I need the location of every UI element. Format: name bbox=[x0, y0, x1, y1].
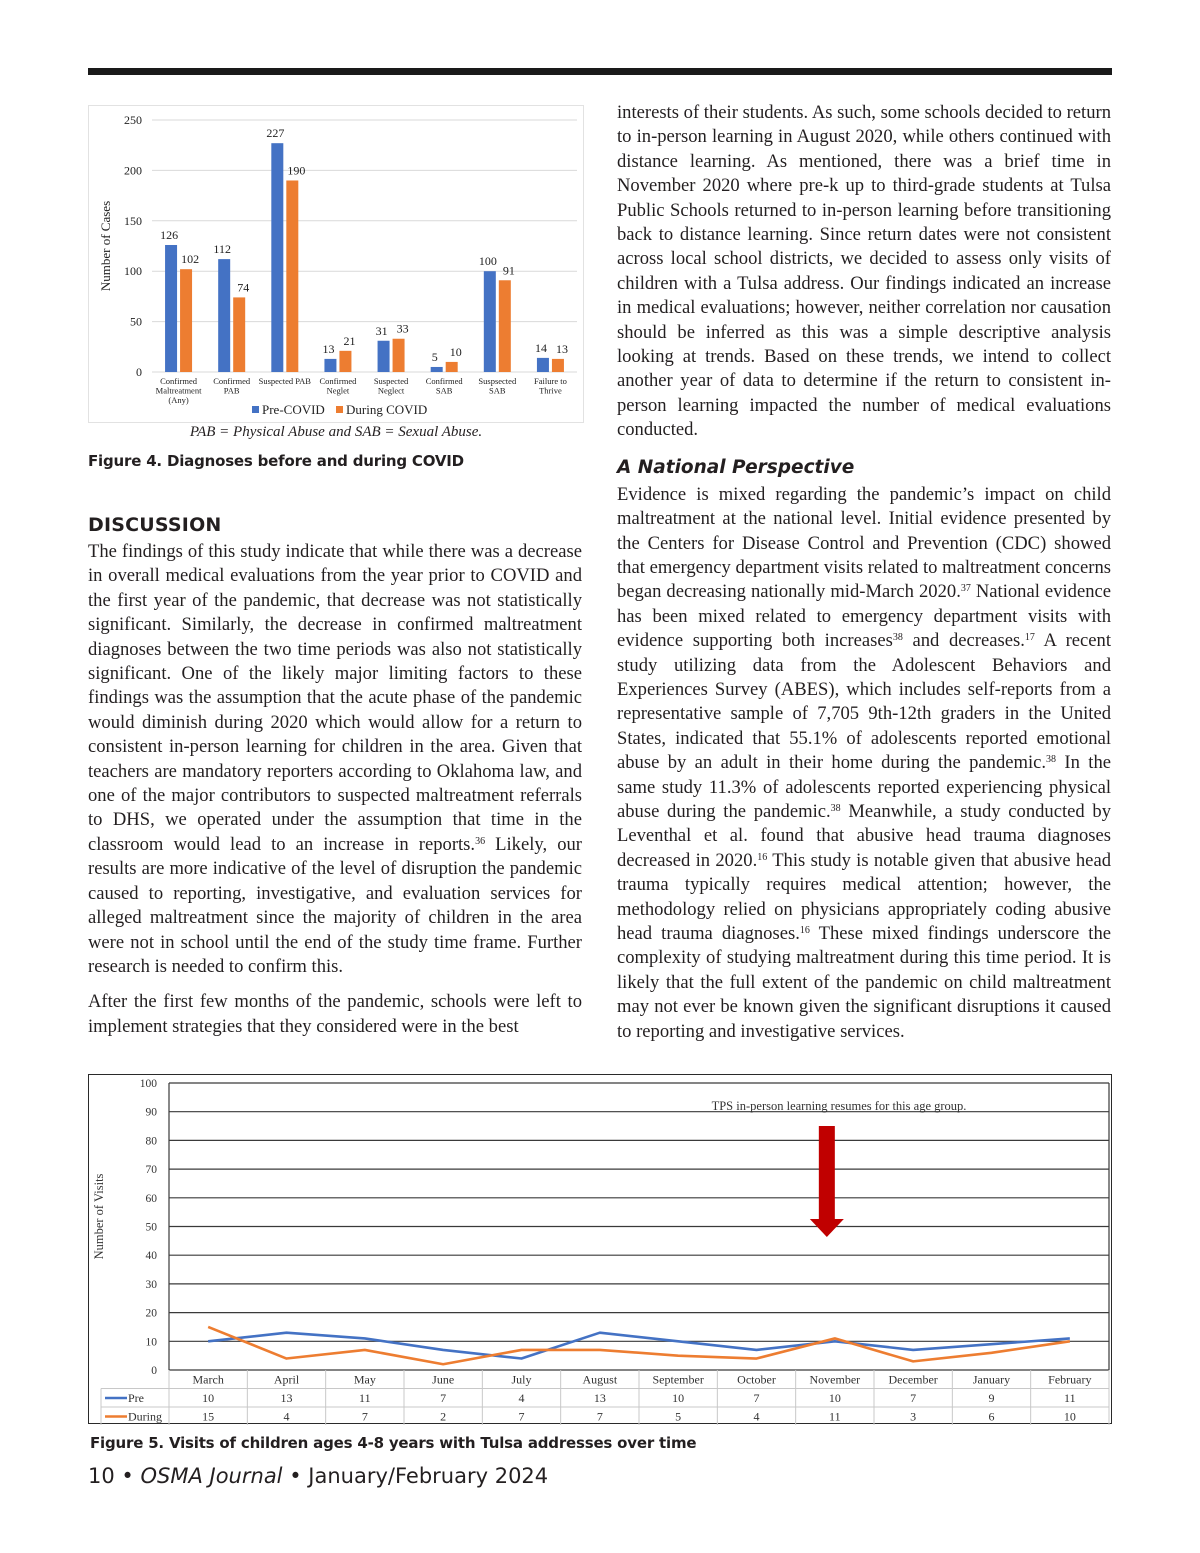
page-footer bbox=[88, 1464, 548, 1488]
figure-5-caption: Figure 5. Visits of children ages 4-8 years with Tulsa addresses over time bbox=[90, 1434, 697, 1452]
x-tick-label: July bbox=[511, 1372, 532, 1387]
data-label: 100 bbox=[478, 254, 497, 269]
citation-ref: 38 bbox=[830, 802, 841, 814]
x-tick-label: Confirmed SAB bbox=[425, 376, 463, 396]
x-tick-label: Suspected Neglect bbox=[373, 376, 409, 396]
x-tick-label: Suspected PAB bbox=[258, 376, 311, 386]
bar-during-covid bbox=[499, 280, 511, 372]
data-label: 91 bbox=[502, 263, 515, 278]
bar-during-covid bbox=[339, 351, 351, 372]
table-cell-value: 7 bbox=[518, 1409, 525, 1424]
y-tick-label: 30 bbox=[145, 1278, 157, 1291]
x-tick-label: Suspsected SAB bbox=[478, 376, 517, 396]
citation-ref: 17 bbox=[1024, 632, 1035, 644]
figure-4-note: PAB = Physical Abuse and SAB = Sexual Abuse. bbox=[189, 424, 483, 440]
data-label: 102 bbox=[181, 252, 200, 267]
x-tick-label: December bbox=[888, 1372, 938, 1387]
footer-bullet: • bbox=[289, 1464, 302, 1488]
y-tick-label: 60 bbox=[145, 1192, 157, 1205]
table-cell-value: 6 bbox=[988, 1409, 995, 1424]
annotation-arrow-head bbox=[810, 1219, 844, 1237]
page-number: 10 bbox=[88, 1464, 115, 1488]
footer-bullet: • bbox=[121, 1464, 134, 1488]
figure-5-line-chart bbox=[88, 1074, 1112, 1424]
table-cell-value: 15 bbox=[202, 1409, 215, 1424]
table-cell-value: 7 bbox=[440, 1391, 447, 1405]
issue-date: January/February 2024 bbox=[308, 1464, 549, 1488]
y-tick-label: 80 bbox=[145, 1135, 157, 1148]
national-perspective-paragraph bbox=[617, 483, 1111, 1044]
bar-pre-covid bbox=[431, 367, 443, 372]
figure-4-bar-chart bbox=[88, 105, 584, 423]
right-column bbox=[617, 101, 1111, 1044]
x-tick-label: March bbox=[192, 1372, 224, 1387]
bar-during-covid bbox=[446, 362, 458, 372]
data-label: 13 bbox=[555, 341, 568, 356]
figure-4-svg bbox=[89, 106, 585, 424]
table-cell-value: 7 bbox=[753, 1391, 760, 1405]
y-tick-label: 90 bbox=[145, 1106, 157, 1119]
y-tick-label: 150 bbox=[124, 213, 142, 228]
citation-ref: 36 bbox=[475, 835, 486, 847]
bar-during-covid bbox=[286, 180, 298, 372]
y-tick-label: 70 bbox=[145, 1164, 157, 1177]
right-paragraph-1: interests of their students. As such, some schools decided to return to in-person learning in August 2020, while others continued with distance learning. As mentioned, there was a brief time in November 2020 where pre-k up to third-grade students at Tulsa Public Schools returned to in-person learning before transitioning back to distance learning. Since return dates were not consistent across local school districts, we decided to assess only visits of children with a Tulsa address. Our findings indicated an increase in medical evaluations; however, neither correlation nor causation should be inferred as this was a simple descriptive analysis looking at trends. Based on these trends, we intend to collect another year of data to determine if the return to consistent in-person learning impacted the number of medical evaluations conducted. bbox=[617, 102, 1111, 441]
x-tick-label: February bbox=[1048, 1372, 1092, 1387]
discussion-paragraph-2: After the first few months of the pandemic, schools were left to implement strategies that they considered were in the best bbox=[88, 991, 582, 1037]
citation-ref: 16 bbox=[799, 925, 810, 936]
discussion-p1-tail: Likely, our results are more indicative of the level of disruption the pandemic caused to reporting, investigative, and evaluation services for alleged maltreatment since the majority of children in the area were not in school until the end of the study time frame. Further research is needed to confirm this. bbox=[88, 833, 583, 977]
citation-ref: 16 bbox=[757, 851, 768, 863]
x-tick-label: September bbox=[652, 1372, 704, 1387]
y-tick-label: 250 bbox=[124, 113, 142, 127]
bar-pre-covid bbox=[218, 259, 230, 372]
np-text: Meanwhile, a study conducted by Leventhal et al. found that abusive head trauma diagnoses decreased in 2020. bbox=[617, 800, 1111, 871]
data-label: 5 bbox=[431, 349, 438, 364]
bar-pre-covid bbox=[378, 341, 390, 372]
table-cell-value: 4 bbox=[283, 1409, 290, 1424]
table-cell-value: 10 bbox=[672, 1391, 685, 1405]
np-text: This study is notable given that abusive head trauma typically requires medical attention; however, the methodology relied on physicians appropriately coding abusive head trauma diagnoses. bbox=[617, 849, 1111, 944]
data-label: 74 bbox=[237, 280, 250, 295]
discussion-paragraph-1 bbox=[88, 540, 582, 979]
y-tick-label: 0 bbox=[136, 365, 142, 379]
table-cell-value: 10 bbox=[202, 1391, 215, 1405]
table-cell-value: 4 bbox=[518, 1391, 525, 1405]
legend-label: During COVID bbox=[346, 402, 428, 417]
x-tick-label: Confirmed Maltreatment (Any) bbox=[155, 376, 202, 405]
table-cell-value: 9 bbox=[988, 1391, 995, 1405]
annotation-arrow-shaft bbox=[819, 1126, 835, 1220]
legend-swatch-pre-covid bbox=[252, 406, 259, 413]
bar-during-covid bbox=[393, 339, 405, 372]
x-tick-label: April bbox=[273, 1372, 300, 1387]
legend-label: Pre bbox=[128, 1391, 144, 1405]
table-cell-value: 10 bbox=[828, 1391, 841, 1405]
header-rule bbox=[88, 68, 1112, 75]
y-tick-label: 100 bbox=[139, 1078, 157, 1090]
series-line-pre bbox=[208, 1333, 1070, 1359]
bar-pre-covid bbox=[271, 143, 283, 372]
data-label: 190 bbox=[287, 163, 306, 178]
np-text: In the same study 11.3% of adolescents reported experiencing physical abuse during the pandemic. bbox=[617, 752, 1111, 822]
bar-pre-covid bbox=[537, 358, 549, 372]
x-tick-label: November bbox=[809, 1372, 861, 1387]
annotation-text: TPS in-person learning resumes for this age group. bbox=[711, 1099, 967, 1113]
x-tick-label: Failure to Thrive bbox=[534, 376, 567, 396]
legend-swatch-during-covid bbox=[336, 406, 343, 413]
data-label: 21 bbox=[343, 333, 356, 348]
table-cell-value: 11 bbox=[829, 1409, 841, 1424]
x-tick-label: October bbox=[737, 1372, 776, 1387]
data-label: 227 bbox=[266, 126, 285, 141]
np-text: and decreases. bbox=[902, 630, 1025, 652]
x-tick-label: August bbox=[582, 1372, 618, 1387]
x-tick-label: January bbox=[972, 1372, 1011, 1387]
x-tick-label: May bbox=[353, 1372, 376, 1387]
table-cell-value: 7 bbox=[361, 1409, 368, 1424]
np-text: A recent study utilizing data from the Adolescent Behaviors and Experiences Survey (ABES), which includes self-reports from a representative sample of 7,705 9th-12th graders in the United States, indicated that 55.1% of adolescents reported emotional abuse by an adult in their home during the pandemic. bbox=[617, 630, 1111, 774]
bar-during-covid bbox=[552, 359, 564, 372]
left-column bbox=[88, 540, 582, 1039]
table-cell-value: 13 bbox=[280, 1391, 293, 1405]
table-cell-value: 3 bbox=[910, 1409, 917, 1424]
np-text: These mixed findings underscore the complexity of studying maltreatment during this time period. It is likely that the full extent of the pandemic on child maltreatment may not ever be known given the significant disruptions it caused to reporting and investigative services. bbox=[617, 923, 1111, 1042]
data-label: 126 bbox=[160, 227, 179, 242]
y-tick-label: 50 bbox=[130, 314, 142, 329]
data-label: 14 bbox=[534, 340, 547, 355]
legend-label: During bbox=[128, 1409, 162, 1424]
data-label: 31 bbox=[375, 323, 388, 338]
discussion-p1-text: The findings of this study indicate that while there was a decrease in overall medical evaluations from the year prior to COVID and the first year of the pandemic, that decrease was not statistically significant. Similarly, the decrease in confirmed maltreatment diagnoses between the two time periods was also not statistically significant. One of the likely major limiting factors to these findings was the assumption that the acute phase of the pandemic would diminish during 2020 which would allow for a return to consistent in-person learning for children in the area. Given that teachers are mandatory reporters according to Oklahoma law, and one of the major contributors to suspected maltreatment referrals to DHS, we operated under the assumption that time in the classroom would lead to an increase in reports. bbox=[88, 541, 582, 855]
table-cell-value: 11 bbox=[359, 1391, 371, 1405]
table-cell-value: 10 bbox=[1063, 1409, 1076, 1424]
y-tick-label: 0 bbox=[151, 1365, 157, 1377]
bar-during-covid bbox=[233, 297, 245, 372]
figure-5-svg bbox=[89, 1075, 1113, 1425]
figure-4-caption: Figure 4. Diagnoses before and during COVID bbox=[88, 452, 464, 470]
y-tick-label: 10 bbox=[145, 1336, 157, 1349]
table-cell-value: 7 bbox=[910, 1391, 917, 1405]
y-tick-label: 50 bbox=[145, 1221, 157, 1234]
data-label: 112 bbox=[213, 242, 231, 257]
bar-pre-covid bbox=[324, 359, 336, 372]
np-text: National evidence has been mixed related to emergency department visits with evidence supporting both increases bbox=[617, 581, 1111, 652]
data-label: 13 bbox=[322, 341, 335, 356]
table-cell-value: 2 bbox=[440, 1409, 447, 1424]
data-label: 33 bbox=[396, 321, 409, 336]
bar-pre-covid bbox=[484, 271, 496, 372]
bar-during-covid bbox=[180, 269, 192, 372]
y-axis-label: Number of Cases bbox=[98, 200, 113, 292]
citation-ref: 37 bbox=[960, 583, 971, 595]
citation-ref: 38 bbox=[892, 632, 903, 644]
data-label: 10 bbox=[449, 344, 462, 359]
y-axis-label: Number of Visits bbox=[92, 1173, 106, 1260]
table-cell-value: 5 bbox=[675, 1409, 682, 1424]
discussion-heading: DISCUSSION bbox=[88, 514, 222, 536]
table-cell-value: 4 bbox=[753, 1409, 760, 1424]
table-cell-value: 13 bbox=[593, 1391, 606, 1405]
legend-label: Pre-COVID bbox=[262, 402, 325, 417]
y-tick-label: 40 bbox=[145, 1250, 157, 1263]
journal-name: OSMA Journal bbox=[140, 1464, 283, 1488]
y-tick-label: 20 bbox=[145, 1307, 157, 1320]
citation-ref: 38 bbox=[1046, 754, 1057, 766]
x-tick-label: Confirmed PAB bbox=[213, 376, 251, 396]
table-cell-value: 7 bbox=[596, 1409, 603, 1424]
np-text: Evidence is mixed regarding the pandemic’s impact on child maltreatment at the national level. Initial evidence presented by the Centers for Disease Control and Prevention (CDC) showed that emergency department visits related to maltreatment concerns began decreasing nationally mid-March 2020. bbox=[617, 483, 1111, 603]
table-cell-value: 11 bbox=[1064, 1391, 1076, 1405]
national-perspective-heading: A National Perspective bbox=[617, 456, 855, 478]
bar-pre-covid bbox=[165, 245, 177, 372]
x-tick-label: June bbox=[432, 1372, 455, 1387]
series-line-during bbox=[208, 1327, 1070, 1364]
y-tick-label: 100 bbox=[124, 264, 142, 279]
y-tick-label: 200 bbox=[124, 163, 142, 178]
x-tick-label: Confirmed Neglet bbox=[319, 376, 357, 396]
